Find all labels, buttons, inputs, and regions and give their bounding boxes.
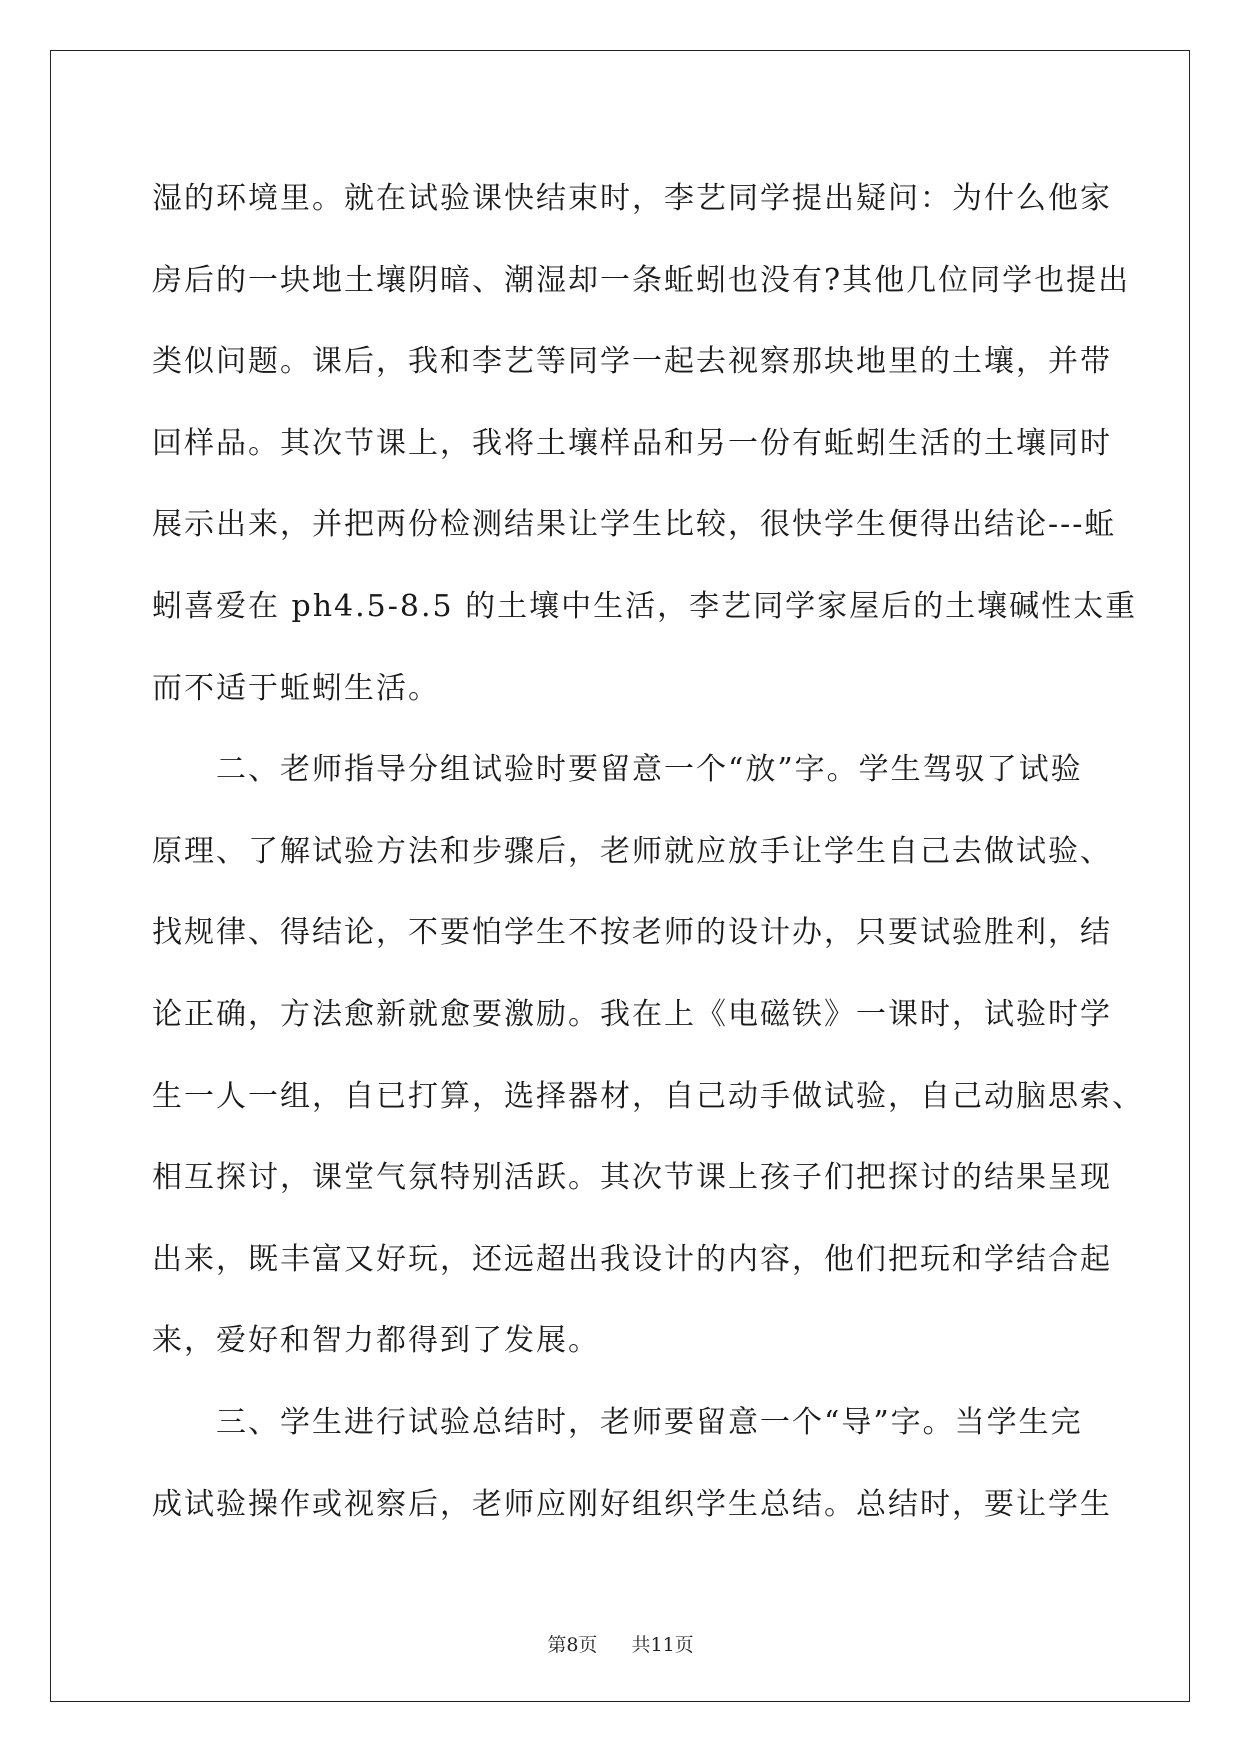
page-number: 第8页: [547, 1634, 598, 1656]
text-line: 原理、了解试验方法和步骤后，老师就应放手让学生自己去做试验、: [152, 833, 1112, 869]
text-line: 湿的环境里。就在试验课快结束时，李艺同学提出疑问：为什么他家: [152, 181, 1112, 216]
text-line: 类似问题。课后，我和李艺等同学一起去视察那块地里的土壤，并带: [152, 344, 1112, 380]
text-line: 论正确，方法愈新就愈要激励。我在上《电磁铁》一课时，试验时学: [152, 996, 1112, 1032]
text-line: 蚓喜爱在 ph4.5-8.5 的土壤中生活，李艺同学家屋后的土壤碱性太重: [152, 588, 1138, 624]
page-total: 共11页: [631, 1634, 694, 1656]
text-line: 三、学生进行试验总结时，老师要留意一个“导”字。当学生完: [152, 1404, 1083, 1440]
text-line: 而不适于蚯蚓生活。: [152, 670, 440, 706]
text-line: 来，爱好和智力都得到了发展。: [152, 1323, 600, 1359]
page-footer: [0, 1630, 1241, 1657]
document-body: [152, 158, 1144, 1545]
text-line: 二、老师指导分组试验时要留意一个“放”字。学生驾驭了试验: [152, 752, 1083, 788]
text-line: 出来，既丰富又好玩，还远超出我设计的内容，他们把玩和学结合起: [152, 1241, 1112, 1277]
text-line: 找规律、得结论，不要怕学生不按老师的设计办，只要试验胜利，结: [152, 915, 1112, 951]
text-line: 相互探讨，课堂气氛特别活跃。其次节课上孩子们把探讨的结果呈现: [152, 1160, 1112, 1196]
text-line: 成试验操作或视察后，老师应刚好组织学生总结。总结时，要让学生: [152, 1486, 1112, 1522]
text-line: 房后的一块地土壤阴暗、潮湿却一条蚯蚓也没有?其他几位同学也提出: [152, 262, 1131, 298]
text-line: 展示出来，并把两份检测结果让学生比较，很快学生便得出结论---蚯: [152, 507, 1117, 543]
text-line: 生一人一组，自已打算，选择器材，自己动手做试验，自己动脑思索、: [152, 1078, 1144, 1114]
text-line: 回样品。其次节课上，我将土壤样品和另一份有蚯蚓生活的土壤同时: [152, 425, 1112, 461]
